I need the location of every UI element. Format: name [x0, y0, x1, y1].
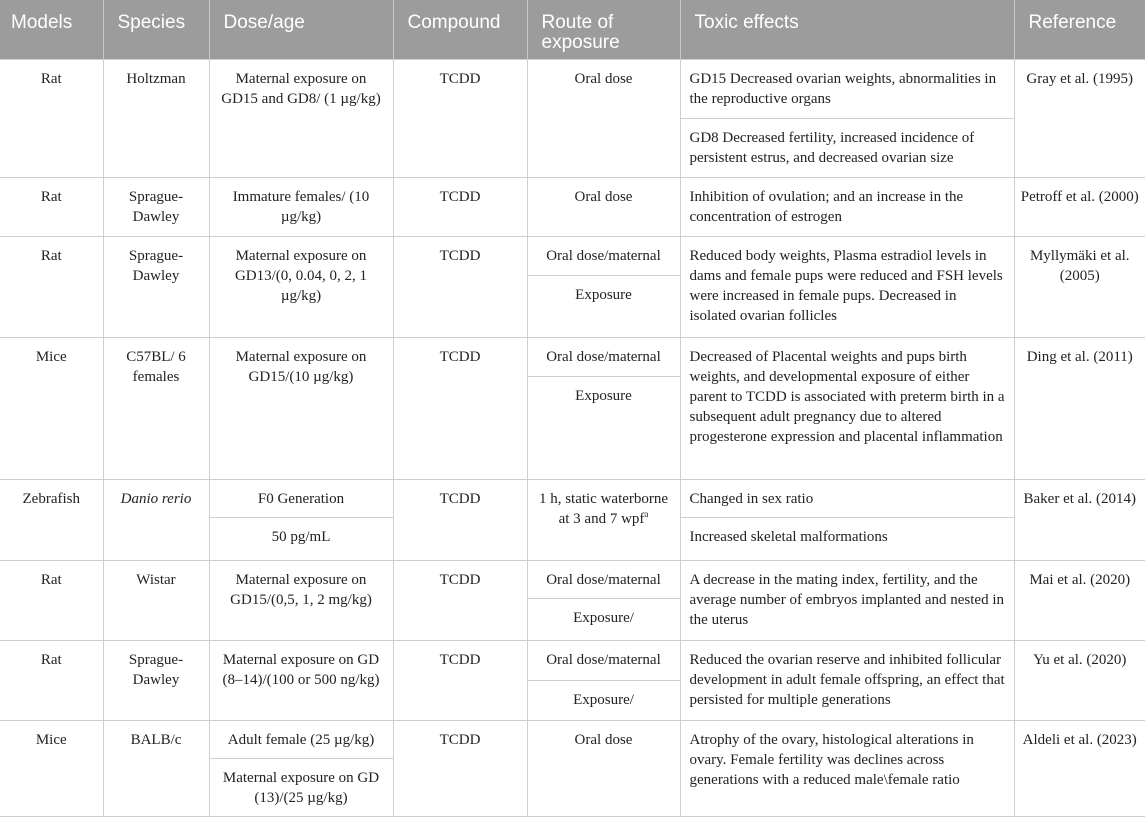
effect-cell: Increased skeletal malformations	[680, 517, 1014, 560]
dose-cell: Maternal exposure on GD (8–14)/(100 or 500 ng/kg)	[209, 640, 393, 720]
compound-cell: TCDD	[393, 337, 527, 479]
reference-cell: Ding et al. (2011)	[1014, 337, 1145, 479]
compound-cell: TCDD	[393, 720, 527, 816]
compound-cell: TCDD	[393, 479, 527, 560]
compound-cell: TCDD	[393, 236, 527, 337]
model-cell: Mice	[0, 720, 103, 816]
route-cell: Oral dose	[527, 59, 680, 177]
compound-cell: TCDD	[393, 177, 527, 236]
reference-cell: Baker et al. (2014)	[1014, 479, 1145, 560]
species-cell: C57BL/ 6 females	[103, 337, 209, 479]
table-row	[0, 177, 1145, 236]
table-row	[0, 236, 1145, 275]
effect-cell: Decreased of Placental weights and pups birth weights, and developmental exposure of either parent to TCDD is associated with preterm birth in a subsequent adult pregnancy due to altered progesterone expression and placental inflammation	[680, 337, 1014, 479]
effect-cell: Inhibition of ovulation; and an increase in the concentration of estrogen	[680, 177, 1014, 236]
effect-cell: GD15 Decreased ovarian weights, abnormalities in the reproductive organs	[680, 59, 1014, 118]
reference-cell: Yu et al. (2020)	[1014, 640, 1145, 720]
model-cell: Rat	[0, 177, 103, 236]
species-cell: Wistar	[103, 560, 209, 640]
col-header-route: Route of exposure	[527, 0, 680, 59]
model-cell: Mice	[0, 337, 103, 479]
reference-cell: Gray et al. (1995)	[1014, 59, 1145, 177]
col-header-dose-age: Dose/age	[209, 0, 393, 59]
species-cell: Danio rerio	[103, 479, 209, 560]
route-cell: Oral dose/maternal	[527, 640, 680, 680]
reference-cell: Mai et al. (2020)	[1014, 560, 1145, 640]
route-cell: Exposure/	[527, 680, 680, 720]
col-header-compound: Compound	[393, 0, 527, 59]
col-header-models: Models	[0, 0, 103, 59]
dose-cell: F0 Generation	[209, 479, 393, 517]
table-row	[0, 59, 1145, 118]
species-cell: Sprague-Dawley	[103, 177, 209, 236]
reference-cell: Myllymäki et al. (2005)	[1014, 236, 1145, 337]
model-cell: Rat	[0, 640, 103, 720]
route-cell: Oral dose/maternal	[527, 560, 680, 598]
model-cell: Rat	[0, 560, 103, 640]
route-cell: Oral dose/maternal	[527, 236, 680, 275]
footnote-marker: a	[644, 508, 649, 519]
species-cell: Holtzman	[103, 59, 209, 177]
dose-cell: 50 pg/mL	[209, 517, 393, 560]
model-cell: Rat	[0, 59, 103, 177]
route-text: 1 h, static waterborne at 3 and 7 wpf	[538, 490, 669, 527]
dose-cell: Maternal exposure on GD15 and GD8/ (1 µg/kg)	[209, 59, 393, 177]
route-cell: Oral dose/maternal	[527, 337, 680, 376]
dose-cell: Adult female (25 µg/kg)	[209, 720, 393, 758]
route-cell: Oral dose	[527, 720, 680, 816]
compound-cell: TCDD	[393, 59, 527, 177]
table-row	[0, 720, 1145, 758]
header-row	[0, 0, 1145, 59]
dose-cell: Maternal exposure on GD (13)/(25 µg/kg)	[209, 758, 393, 816]
table-row	[0, 479, 1145, 517]
route-cell: Oral dose	[527, 177, 680, 236]
route-cell: Exposure/	[527, 598, 680, 640]
reference-cell: Aldeli et al. (2023)	[1014, 720, 1145, 816]
effect-cell: Atrophy of the ovary, histological alterations in ovary. Female fertility was declines across generations with a reduced male\female ratio	[680, 720, 1014, 816]
compound-cell: TCDD	[393, 640, 527, 720]
col-header-toxic-effects: Toxic effects	[680, 0, 1014, 59]
route-cell	[527, 479, 680, 560]
effect-cell: A decrease in the mating index, fertility, and the average number of embryos implanted and nested in the uterus	[680, 560, 1014, 640]
col-header-species: Species	[103, 0, 209, 59]
dose-cell: Maternal exposure on GD15/(10 µg/kg)	[209, 337, 393, 479]
effect-cell: Reduced the ovarian reserve and inhibited follicular development in adult female offspring, an effect that persisted for multiple generations	[680, 640, 1014, 720]
reference-cell: Petroff et al. (2000)	[1014, 177, 1145, 236]
dose-cell: Maternal exposure on GD15/(0,5, 1, 2 mg/kg)	[209, 560, 393, 640]
route-cell: Exposure	[527, 376, 680, 479]
effect-cell: Reduced body weights, Plasma estradiol levels in dams and female pups were reduced and FSH levels were increased in female pups. Decreased in isolated ovarian follicles	[680, 236, 1014, 337]
dose-cell: Immature females/ (10 µg/kg)	[209, 177, 393, 236]
table-row	[0, 560, 1145, 598]
model-cell: Zebrafish	[0, 479, 103, 560]
dose-cell: Maternal exposure on GD13/(0, 0.04, 0, 2, 1 µg/kg)	[209, 236, 393, 337]
col-header-reference: Reference	[1014, 0, 1145, 59]
model-cell: Rat	[0, 236, 103, 337]
species-cell: BALB/c	[103, 720, 209, 816]
route-cell: Exposure	[527, 275, 680, 337]
table-row	[0, 640, 1145, 680]
species-cell: Sprague-Dawley	[103, 236, 209, 337]
effect-cell: Changed in sex ratio	[680, 479, 1014, 517]
compound-cell: TCDD	[393, 560, 527, 640]
effect-cell: GD8 Decreased fertility, increased incidence of persistent estrus, and decreased ovarian size	[680, 118, 1014, 177]
species-cell: Sprague-Dawley	[103, 640, 209, 720]
table-row	[0, 337, 1145, 376]
